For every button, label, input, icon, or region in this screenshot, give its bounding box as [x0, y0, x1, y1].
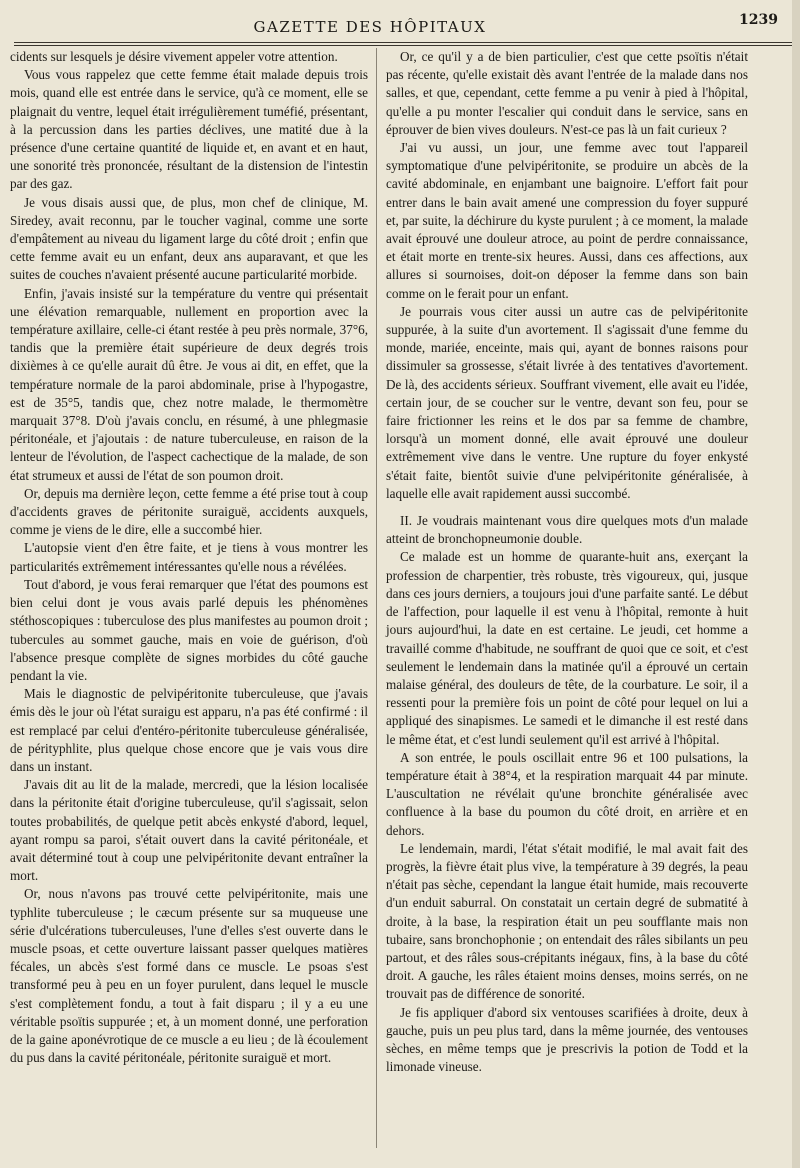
page-number: 1239: [739, 12, 778, 28]
page-header: [0, 8, 800, 42]
running-title: GAZETTE DES HÔPITAUX: [253, 18, 487, 36]
column-divider: [376, 48, 377, 1148]
page-edge: [792, 0, 800, 1168]
paragraph: Or, ce qu'il y a de bien particulier, c'est que cette psoïtis n'était pas récente, qu'elle existait dès avant l'entrée de la malade dans nos salles, et que, cependant, cette femme a pu venir à pied à l'hôpital, qu'elle a pu monter l'escalier qui conduit dans le service, sans en éprouver de bien vives douleurs. N'est-ce pas là un fait curieux ?: [386, 49, 748, 137]
paragraph: J'ai vu aussi, un jour, une femme avec tout l'appareil symptomatique d'une pelvipéritonite, se produire un abcès de la cavité abdominale, en enjambant une baignoire. L'effort fait pour entrer dans le bain avait amené une compression du foyer suppuré et, par suite, la déchirure du kyste purulent ; à ce moment, la malade avait éprouvé une douleur atroce, au point de perdre connaissance, et était morte en trente-six heures. Aussi, dans ces affections, aux allures si sournoises, doit-on déposer la femme dans son bain comme on le ferait pour un enfant.: [386, 140, 748, 301]
header-rule: [14, 42, 794, 46]
paragraph: L'autopsie vient d'en être faite, et je tiens à vous montrer les particularités extrêmement intéressantes qu'elle nous a révélées.: [10, 540, 368, 574]
paragraph: Ce malade est un homme de quarante-huit ans, exerçant la profession de charpentier, très robuste, très vigoureux, qui, jusque dans ces jours derniers, a toujours joui d'une parfaite santé. Le début de l'affection, pour laquelle il est venu à l'hôpital, remonte à huit jours aujourd'hui, la date en est certaine. Le jeudi, cet homme a travaillé comme d'habitude, ne souffrant de quoi que ce soit, et c'est seulement le lendemain dans la matinée qu'il a éprouvé un certain malaise général, des douleurs de tête, de la courbature. Le soir, il a ressenti pour la première fois un point de côté pour lequel on lui a appliqué des sinapismes. Le samedi et le dimanche il est resté dans le même état, et c'est lundi seulement qu'il est arrivé à l'hôpital.: [386, 549, 748, 747]
paragraph: Mais le diagnostic de pelvipéritonite tuberculeuse, que j'avais émis dès le jour où l'état suraigu est apparu, n'a pas été confirmé : il est remplacé par celui d'entéro-péritonite tuberculeuse généralisée, de pérityphlite, plus quelque chose encore que je vais vous dire dans un instant.: [10, 686, 368, 774]
paragraph: Or, nous n'avons pas trouvé cette pelvipéritonite, mais une typhlite tuberculeuse ; le cæcum présente sur sa muqueuse une série d'ulcérations tuberculeuses, l'une d'elles s'est ouverte dans le muscle psoas, et cette ouverture laissant passer quelques matières fécales, un abcès s'est formé dans ce muscle. Le psoas s'est transformé peu à peu en un foyer purulent, dans lequel le muscle s'est complètement fondu, a tout à fait disparu ; il y a eu une véritable psoïtis suppurée ; et, à un moment donné, une perforation de la gaine aponévrotique de ce muscle a eu lieu ; de là écoulement du pus dans la cavité péritonéale, péritonite suraiguë et mort.: [10, 886, 368, 1066]
paragraph: Enfin, j'avais insisté sur la température du ventre qui présentait une élévation remarquable, nullement en proportion avec la température axillaire, celle-ci étant restée à peu près normale, 37°6, tandis que la première était supérieure de deux degrés trois dixièmes à ce qu'elle aurait dû être. Je vous ai dit, en effet, que la température normale de la paroi abdominale, prise à l'hypogastre, est de 35°5, tandis que, chez notre malade, le thermomètre marquait 37°8. D'où j'avais conclu, en résumé, à une phlegmasie péritonéale, et j'ajoutais : de nature tuberculeuse, en raison de la lenteur de l'évolution, de l'aspect cachectique de la malade, de son état strumeux et aussi de l'état de son poumon droit.: [10, 285, 368, 483]
left-column: [10, 48, 368, 1067]
paragraph: J'avais dit au lit de la malade, mercredi, que la lésion localisée dans la péritonite était d'origine tuberculeuse, qu'il s'agissait, selon toutes probabilités, de quelque petit abcès enkysté d'abord, lequel, ayant rompu sa paroi, s'était ouvert dans la cavité péritonéale, et avait déterminé tout à coup une pelvipéritonite devant entraîner la mort.: [10, 777, 368, 884]
paragraph: Tout d'abord, je vous ferai remarquer que l'état des poumons est bien celui dont je vous avais parlé depuis les phénomènes stéthoscopiques : tuberculose des plus manifestes au poumon droit ; tubercules au sommet gauche, mais en voie de guérison, d'où l'absence presque complète de signes morbides du côté gauche pendant la vie.: [10, 576, 368, 683]
paragraph: Le lendemain, mardi, l'état s'était modifié, le mal avait fait des progrès, la fièvre était plus vive, la température à 39 degrés, la peau n'était pas sèche, cependant la langue était humide, mais recouverte d'un enduit saburral. On constatait un certain degré de submatité à droite, à la base, la respiration était un peu soufflante mais non tubaire, sans bronchophonie ; on entendait des râles sibilants un peu partout, et des râles sous-crépitants inégaux, fins, à la base du côté droit. A gauche, les râles étaient moins denses, moins serrés, on ne trouvait pas de différence de sonorité.: [386, 840, 748, 1002]
paragraph: A son entrée, le pouls oscillait entre 96 et 100 pulsations, la température était à 38°4, et la respiration marquait 44 par minute. L'auscultation ne révélait qu'une bronchite généralisée avec confluence à la base du poumon du côté droit, en arrière et en dehors.: [386, 749, 748, 838]
paragraph: Vous vous rappelez que cette femme était malade depuis trois mois, quand elle est entrée dans le service, qu'à ce moment, elle se plaignait du ventre, lequel était irrégulièrement tuméfié, présentant, à la percussion dans les parties déclives, une matité due à la présence d'une certaine quantité de liquide et, en avant et en haut, une sonorité très prononcée, résultant de la distension de l'intestin par des gaz.: [10, 67, 368, 192]
paragraph: cidents sur lesquels je désire vivement appeler votre attention.: [10, 49, 338, 64]
paragraph: Je pourrais vous citer aussi un autre cas de pelvipéritonite suppurée, à la suite d'un avortement. Il s'agissait d'une femme du monde, mariée, enceinte, mais qui, ayant de bonnes raisons pour dissimuler sa grossesse, s'était livrée à des tentatives d'avortement. De là, des accidents sérieux. Souffrant vivement, elle avait eu l'idée, certain jour, de se coucher sur le ventre, devant son feu, pour se faire frictionner les reins et le dos par sa femme de chambre, lorsqu'à un moment donné, elle avait éprouvé une douleur extrêmement vive dans le ventre. Une rupture du foyer enkysté s'était faite, bientôt suivie d'une pelvipéritonite généralisée, à laquelle elle avait rapidement aussi succombé.: [386, 303, 748, 501]
right-column: [386, 48, 748, 1076]
paragraph: Je vous disais aussi que, de plus, mon chef de clinique, M. Siredey, avait reconnu, par le toucher vaginal, comme une sorte d'empâtement au niveau du ligament large du côté droit ; enfin que cette femme avait eu un enfant, deux ans auparavant, et que les suites de couches n'avaient présenté aucune particularité morbide.: [10, 194, 368, 283]
section-heading-paragraph: II. Je voudrais maintenant vous dire quelques mots d'un malade atteint de bronchopneumonie double.: [386, 513, 748, 547]
paragraph: Je fis appliquer d'abord six ventouses scarifiées à droite, deux à gauche, puis un peu plus tard, dans la même journée, des ventouses sèches, en même temps que je prescrivis la potion de Todd et la limonade vineuse.: [386, 1004, 748, 1075]
paragraph: Or, depuis ma dernière leçon, cette femme a été prise tout à coup d'accidents graves de péritonite suraiguë, accidents auxquels, comme je viens de le dire, elle a succombé hier.: [10, 485, 368, 538]
